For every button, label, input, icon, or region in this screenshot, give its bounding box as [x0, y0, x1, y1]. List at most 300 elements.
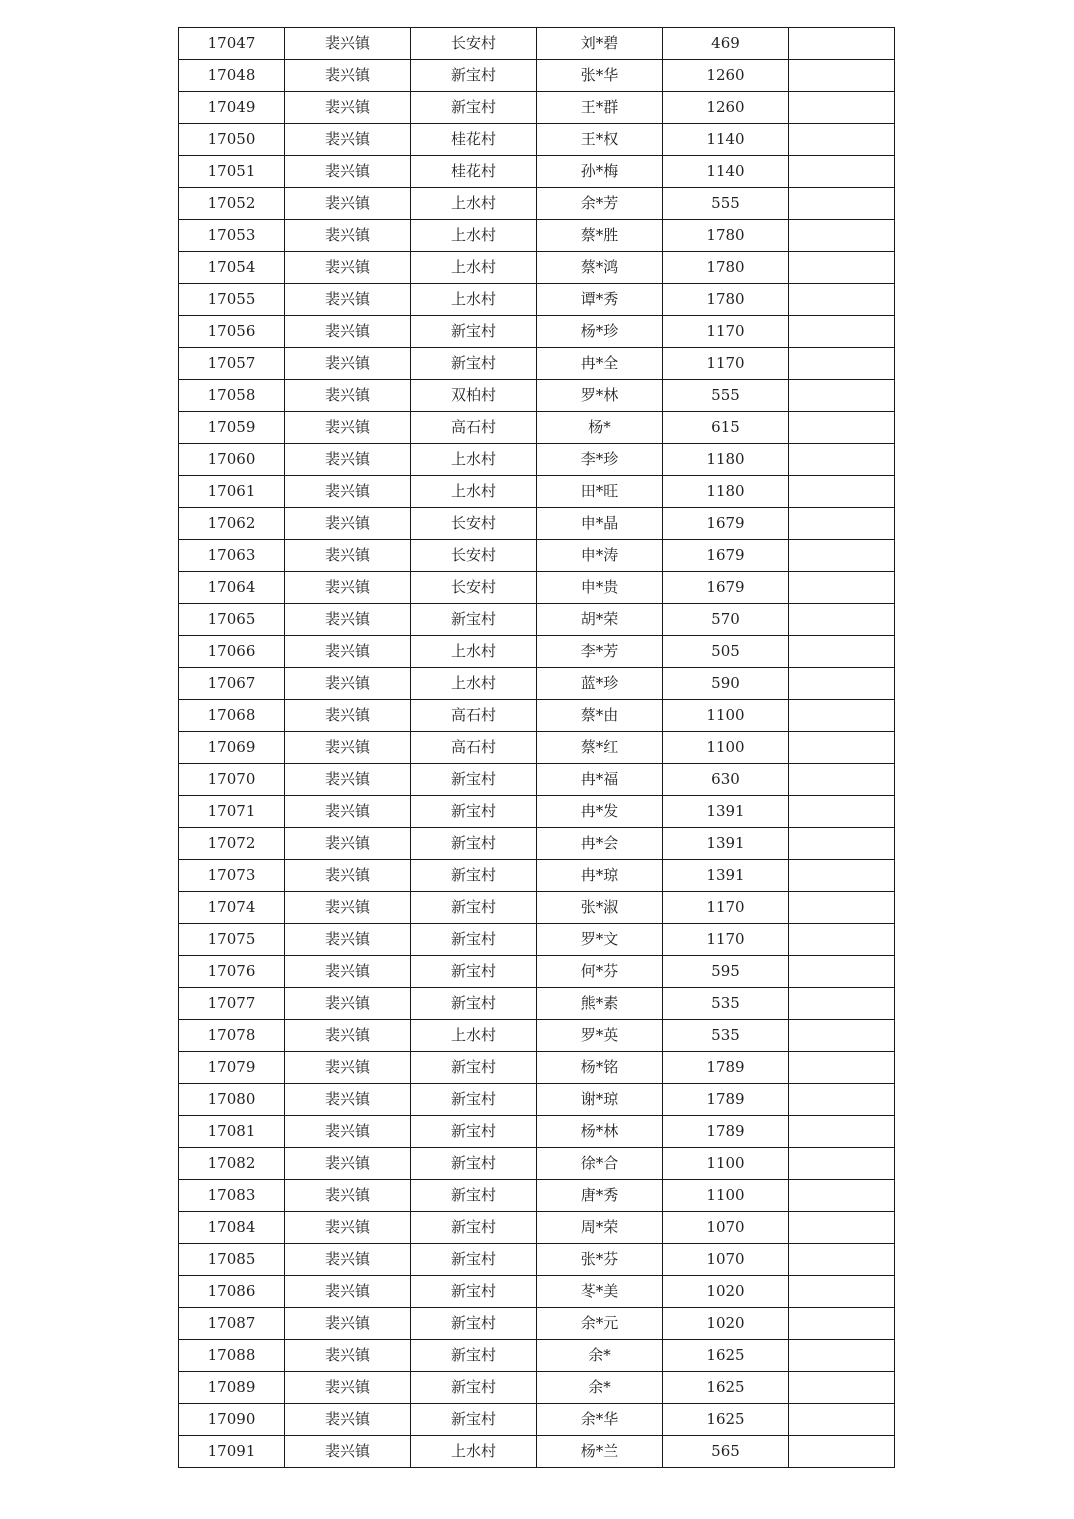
remark-cell: [789, 1052, 895, 1084]
serial-number-cell: 17091: [179, 1436, 285, 1468]
town-cell: 裴兴镇: [285, 1084, 411, 1116]
serial-number-cell: 17081: [179, 1116, 285, 1148]
name-cell: 谢*琼: [537, 1084, 663, 1116]
remark-cell: [789, 252, 895, 284]
name-cell: 胡*荣: [537, 604, 663, 636]
town-cell: 裴兴镇: [285, 1372, 411, 1404]
serial-number-cell: 17090: [179, 1404, 285, 1436]
amount-cell: 1391: [663, 828, 789, 860]
amount-cell: 1679: [663, 540, 789, 572]
serial-number-cell: 17083: [179, 1180, 285, 1212]
remark-cell: [789, 1148, 895, 1180]
name-cell: 冉*琼: [537, 860, 663, 892]
name-cell: 周*荣: [537, 1212, 663, 1244]
town-cell: 裴兴镇: [285, 1020, 411, 1052]
table-row: [179, 348, 895, 380]
table-row: [179, 1116, 895, 1148]
town-cell: 裴兴镇: [285, 1212, 411, 1244]
amount-cell: 505: [663, 636, 789, 668]
town-cell: 裴兴镇: [285, 284, 411, 316]
serial-number-cell: 17086: [179, 1276, 285, 1308]
serial-number-cell: 17064: [179, 572, 285, 604]
amount-cell: 1679: [663, 508, 789, 540]
name-cell: 刘*碧: [537, 28, 663, 60]
name-cell: 王*权: [537, 124, 663, 156]
serial-number-cell: 17076: [179, 956, 285, 988]
remark-cell: [789, 892, 895, 924]
name-cell: 李*珍: [537, 444, 663, 476]
remark-cell: [789, 1436, 895, 1468]
village-cell: 长安村: [411, 540, 537, 572]
town-cell: 裴兴镇: [285, 700, 411, 732]
village-cell: 新宝村: [411, 1404, 537, 1436]
town-cell: 裴兴镇: [285, 380, 411, 412]
village-cell: 上水村: [411, 284, 537, 316]
remark-cell: [789, 1180, 895, 1212]
name-cell: 余*: [537, 1372, 663, 1404]
name-cell: 张*淑: [537, 892, 663, 924]
town-cell: 裴兴镇: [285, 508, 411, 540]
serial-number-cell: 17060: [179, 444, 285, 476]
table-row: [179, 796, 895, 828]
serial-number-cell: 17065: [179, 604, 285, 636]
village-cell: 新宝村: [411, 1180, 537, 1212]
remark-cell: [789, 1404, 895, 1436]
table-row: [179, 60, 895, 92]
name-cell: 蓝*珍: [537, 668, 663, 700]
remark-cell: [789, 476, 895, 508]
table-row: [179, 924, 895, 956]
name-cell: 申*涛: [537, 540, 663, 572]
amount-cell: 615: [663, 412, 789, 444]
village-cell: 新宝村: [411, 1276, 537, 1308]
village-cell: 上水村: [411, 252, 537, 284]
table-row: [179, 188, 895, 220]
serial-number-cell: 17047: [179, 28, 285, 60]
town-cell: 裴兴镇: [285, 252, 411, 284]
remark-cell: [789, 28, 895, 60]
remark-cell: [789, 508, 895, 540]
serial-number-cell: 17088: [179, 1340, 285, 1372]
remark-cell: [789, 444, 895, 476]
name-cell: 杨*铭: [537, 1052, 663, 1084]
serial-number-cell: 17080: [179, 1084, 285, 1116]
table-row: [179, 124, 895, 156]
table-row: [179, 604, 895, 636]
table-row: [179, 252, 895, 284]
village-cell: 上水村: [411, 668, 537, 700]
village-cell: 新宝村: [411, 1084, 537, 1116]
table-row: [179, 1084, 895, 1116]
town-cell: 裴兴镇: [285, 1276, 411, 1308]
name-cell: 罗*林: [537, 380, 663, 412]
town-cell: 裴兴镇: [285, 636, 411, 668]
serial-number-cell: 17077: [179, 988, 285, 1020]
village-cell: 桂花村: [411, 124, 537, 156]
serial-number-cell: 17056: [179, 316, 285, 348]
remark-cell: [789, 860, 895, 892]
remark-cell: [789, 1276, 895, 1308]
amount-cell: 1780: [663, 252, 789, 284]
remark-cell: [789, 1212, 895, 1244]
remark-cell: [789, 92, 895, 124]
serial-number-cell: 17055: [179, 284, 285, 316]
table-row: [179, 828, 895, 860]
serial-number-cell: 17084: [179, 1212, 285, 1244]
amount-cell: 1020: [663, 1308, 789, 1340]
amount-cell: 595: [663, 956, 789, 988]
serial-number-cell: 17059: [179, 412, 285, 444]
village-cell: 新宝村: [411, 764, 537, 796]
name-cell: 李*芳: [537, 636, 663, 668]
amount-cell: 1100: [663, 700, 789, 732]
village-cell: 新宝村: [411, 1308, 537, 1340]
amount-cell: 1140: [663, 124, 789, 156]
town-cell: 裴兴镇: [285, 28, 411, 60]
table-row: [179, 1372, 895, 1404]
table-row: [179, 1180, 895, 1212]
table-row: [179, 316, 895, 348]
serial-number-cell: 17079: [179, 1052, 285, 1084]
town-cell: 裴兴镇: [285, 1308, 411, 1340]
remark-cell: [789, 636, 895, 668]
town-cell: 裴兴镇: [285, 860, 411, 892]
village-cell: 新宝村: [411, 828, 537, 860]
remark-cell: [789, 764, 895, 796]
name-cell: 余*华: [537, 1404, 663, 1436]
serial-number-cell: 17058: [179, 380, 285, 412]
serial-number-cell: 17072: [179, 828, 285, 860]
town-cell: 裴兴镇: [285, 348, 411, 380]
village-cell: 上水村: [411, 188, 537, 220]
name-cell: 田*旺: [537, 476, 663, 508]
village-cell: 新宝村: [411, 1212, 537, 1244]
town-cell: 裴兴镇: [285, 1052, 411, 1084]
serial-number-cell: 17089: [179, 1372, 285, 1404]
table-row: [179, 1148, 895, 1180]
serial-number-cell: 17085: [179, 1244, 285, 1276]
serial-number-cell: 17052: [179, 188, 285, 220]
village-cell: 上水村: [411, 444, 537, 476]
name-cell: 罗*文: [537, 924, 663, 956]
amount-cell: 590: [663, 668, 789, 700]
town-cell: 裴兴镇: [285, 668, 411, 700]
serial-number-cell: 17075: [179, 924, 285, 956]
name-cell: 冉*发: [537, 796, 663, 828]
amount-cell: 1170: [663, 892, 789, 924]
name-cell: 申*贵: [537, 572, 663, 604]
town-cell: 裴兴镇: [285, 1404, 411, 1436]
remark-cell: [789, 412, 895, 444]
table-row: [179, 764, 895, 796]
town-cell: 裴兴镇: [285, 1436, 411, 1468]
remark-cell: [789, 1372, 895, 1404]
name-cell: 冉*福: [537, 764, 663, 796]
town-cell: 裴兴镇: [285, 956, 411, 988]
town-cell: 裴兴镇: [285, 604, 411, 636]
name-cell: 王*群: [537, 92, 663, 124]
remark-cell: [789, 988, 895, 1020]
serial-number-cell: 17051: [179, 156, 285, 188]
remark-cell: [789, 796, 895, 828]
table-row: [179, 412, 895, 444]
town-cell: 裴兴镇: [285, 796, 411, 828]
village-cell: 双柏村: [411, 380, 537, 412]
name-cell: 张*华: [537, 60, 663, 92]
town-cell: 裴兴镇: [285, 476, 411, 508]
amount-cell: 1170: [663, 348, 789, 380]
table-row: [179, 1244, 895, 1276]
town-cell: 裴兴镇: [285, 444, 411, 476]
remark-cell: [789, 700, 895, 732]
table-row: [179, 1340, 895, 1372]
name-cell: 罗*英: [537, 1020, 663, 1052]
town-cell: 裴兴镇: [285, 1244, 411, 1276]
town-cell: 裴兴镇: [285, 60, 411, 92]
serial-number-cell: 17053: [179, 220, 285, 252]
amount-cell: 1679: [663, 572, 789, 604]
village-cell: 高石村: [411, 700, 537, 732]
name-cell: 徐*合: [537, 1148, 663, 1180]
amount-cell: 1260: [663, 92, 789, 124]
serial-number-cell: 17078: [179, 1020, 285, 1052]
village-cell: 新宝村: [411, 1052, 537, 1084]
amount-cell: 555: [663, 188, 789, 220]
name-cell: 蔡*红: [537, 732, 663, 764]
name-cell: 蔡*鸿: [537, 252, 663, 284]
remark-cell: [789, 316, 895, 348]
village-cell: 上水村: [411, 1436, 537, 1468]
village-cell: 新宝村: [411, 60, 537, 92]
table-row: [179, 988, 895, 1020]
serial-number-cell: 17073: [179, 860, 285, 892]
amount-cell: 1260: [663, 60, 789, 92]
table-row: [179, 156, 895, 188]
table-row: [179, 220, 895, 252]
village-cell: 上水村: [411, 476, 537, 508]
town-cell: 裴兴镇: [285, 924, 411, 956]
table-row: [179, 92, 895, 124]
amount-cell: 1070: [663, 1244, 789, 1276]
amount-cell: 1100: [663, 732, 789, 764]
amount-cell: 469: [663, 28, 789, 60]
town-cell: 裴兴镇: [285, 124, 411, 156]
town-cell: 裴兴镇: [285, 1340, 411, 1372]
remark-cell: [789, 828, 895, 860]
table-row: [179, 860, 895, 892]
name-cell: 蔡*由: [537, 700, 663, 732]
table-row: [179, 28, 895, 60]
table-row: [179, 1212, 895, 1244]
name-cell: 苳*美: [537, 1276, 663, 1308]
town-cell: 裴兴镇: [285, 1116, 411, 1148]
village-cell: 新宝村: [411, 604, 537, 636]
amount-cell: 555: [663, 380, 789, 412]
name-cell: 张*芬: [537, 1244, 663, 1276]
name-cell: 唐*秀: [537, 1180, 663, 1212]
village-cell: 新宝村: [411, 860, 537, 892]
village-cell: 新宝村: [411, 796, 537, 828]
remark-cell: [789, 284, 895, 316]
table-row: [179, 700, 895, 732]
remark-cell: [789, 220, 895, 252]
amount-cell: 565: [663, 1436, 789, 1468]
name-cell: 谭*秀: [537, 284, 663, 316]
remark-cell: [789, 1340, 895, 1372]
town-cell: 裴兴镇: [285, 220, 411, 252]
serial-number-cell: 17063: [179, 540, 285, 572]
amount-cell: 1789: [663, 1084, 789, 1116]
amount-cell: 1170: [663, 316, 789, 348]
town-cell: 裴兴镇: [285, 1180, 411, 1212]
amount-cell: 1180: [663, 444, 789, 476]
amount-cell: 535: [663, 988, 789, 1020]
table-row: [179, 1052, 895, 1084]
town-cell: 裴兴镇: [285, 828, 411, 860]
name-cell: 孙*梅: [537, 156, 663, 188]
serial-number-cell: 17061: [179, 476, 285, 508]
name-cell: 冉*会: [537, 828, 663, 860]
serial-number-cell: 17087: [179, 1308, 285, 1340]
village-cell: 高石村: [411, 412, 537, 444]
village-cell: 上水村: [411, 1020, 537, 1052]
amount-cell: 570: [663, 604, 789, 636]
town-cell: 裴兴镇: [285, 892, 411, 924]
remark-cell: [789, 572, 895, 604]
amount-cell: 1789: [663, 1116, 789, 1148]
town-cell: 裴兴镇: [285, 988, 411, 1020]
serial-number-cell: 17050: [179, 124, 285, 156]
amount-cell: 1140: [663, 156, 789, 188]
village-cell: 新宝村: [411, 1372, 537, 1404]
remark-cell: [789, 124, 895, 156]
name-cell: 熊*素: [537, 988, 663, 1020]
table-body: [179, 28, 895, 1468]
serial-number-cell: 17071: [179, 796, 285, 828]
amount-cell: 1625: [663, 1404, 789, 1436]
amount-cell: 1391: [663, 860, 789, 892]
name-cell: 申*晶: [537, 508, 663, 540]
serial-number-cell: 17067: [179, 668, 285, 700]
table-row: [179, 1308, 895, 1340]
table-row: [179, 668, 895, 700]
town-cell: 裴兴镇: [285, 572, 411, 604]
table-row: [179, 636, 895, 668]
village-cell: 新宝村: [411, 1340, 537, 1372]
town-cell: 裴兴镇: [285, 412, 411, 444]
serial-number-cell: 17054: [179, 252, 285, 284]
town-cell: 裴兴镇: [285, 732, 411, 764]
remark-cell: [789, 60, 895, 92]
name-cell: 余*: [537, 1340, 663, 1372]
village-cell: 上水村: [411, 636, 537, 668]
serial-number-cell: 17070: [179, 764, 285, 796]
amount-cell: 1780: [663, 284, 789, 316]
town-cell: 裴兴镇: [285, 764, 411, 796]
remark-cell: [789, 732, 895, 764]
serial-number-cell: 17057: [179, 348, 285, 380]
remark-cell: [789, 156, 895, 188]
village-cell: 长安村: [411, 28, 537, 60]
serial-number-cell: 17049: [179, 92, 285, 124]
amount-cell: 1625: [663, 1340, 789, 1372]
remark-cell: [789, 1116, 895, 1148]
serial-number-cell: 17069: [179, 732, 285, 764]
amount-cell: 1789: [663, 1052, 789, 1084]
remark-cell: [789, 924, 895, 956]
village-cell: 新宝村: [411, 1148, 537, 1180]
data-table: [178, 27, 895, 1468]
amount-cell: 630: [663, 764, 789, 796]
village-cell: 新宝村: [411, 892, 537, 924]
town-cell: 裴兴镇: [285, 92, 411, 124]
village-cell: 桂花村: [411, 156, 537, 188]
village-cell: 长安村: [411, 572, 537, 604]
village-cell: 新宝村: [411, 956, 537, 988]
table-row: [179, 572, 895, 604]
table-row: [179, 1404, 895, 1436]
serial-number-cell: 17062: [179, 508, 285, 540]
amount-cell: 1100: [663, 1180, 789, 1212]
amount-cell: 535: [663, 1020, 789, 1052]
name-cell: 杨*兰: [537, 1436, 663, 1468]
amount-cell: 1100: [663, 1148, 789, 1180]
town-cell: 裴兴镇: [285, 188, 411, 220]
amount-cell: 1391: [663, 796, 789, 828]
table-row: [179, 540, 895, 572]
table-row: [179, 476, 895, 508]
remark-cell: [789, 1244, 895, 1276]
remark-cell: [789, 604, 895, 636]
name-cell: 余*元: [537, 1308, 663, 1340]
name-cell: 杨*林: [537, 1116, 663, 1148]
amount-cell: 1780: [663, 220, 789, 252]
remark-cell: [789, 1084, 895, 1116]
table-row: [179, 1020, 895, 1052]
amount-cell: 1180: [663, 476, 789, 508]
village-cell: 高石村: [411, 732, 537, 764]
amount-cell: 1070: [663, 1212, 789, 1244]
village-cell: 新宝村: [411, 1244, 537, 1276]
serial-number-cell: 17074: [179, 892, 285, 924]
remark-cell: [789, 188, 895, 220]
remark-cell: [789, 1308, 895, 1340]
table-row: [179, 1276, 895, 1308]
table-row: [179, 956, 895, 988]
serial-number-cell: 17082: [179, 1148, 285, 1180]
village-cell: 新宝村: [411, 924, 537, 956]
amount-cell: 1625: [663, 1372, 789, 1404]
town-cell: 裴兴镇: [285, 540, 411, 572]
remark-cell: [789, 348, 895, 380]
town-cell: 裴兴镇: [285, 156, 411, 188]
village-cell: 上水村: [411, 220, 537, 252]
table-row: [179, 508, 895, 540]
amount-cell: 1020: [663, 1276, 789, 1308]
amount-cell: 1170: [663, 924, 789, 956]
serial-number-cell: 17066: [179, 636, 285, 668]
remark-cell: [789, 380, 895, 412]
village-cell: 长安村: [411, 508, 537, 540]
name-cell: 杨*珍: [537, 316, 663, 348]
town-cell: 裴兴镇: [285, 1148, 411, 1180]
name-cell: 余*芳: [537, 188, 663, 220]
table-row: [179, 732, 895, 764]
remark-cell: [789, 668, 895, 700]
town-cell: 裴兴镇: [285, 316, 411, 348]
village-cell: 新宝村: [411, 92, 537, 124]
table-row: [179, 892, 895, 924]
